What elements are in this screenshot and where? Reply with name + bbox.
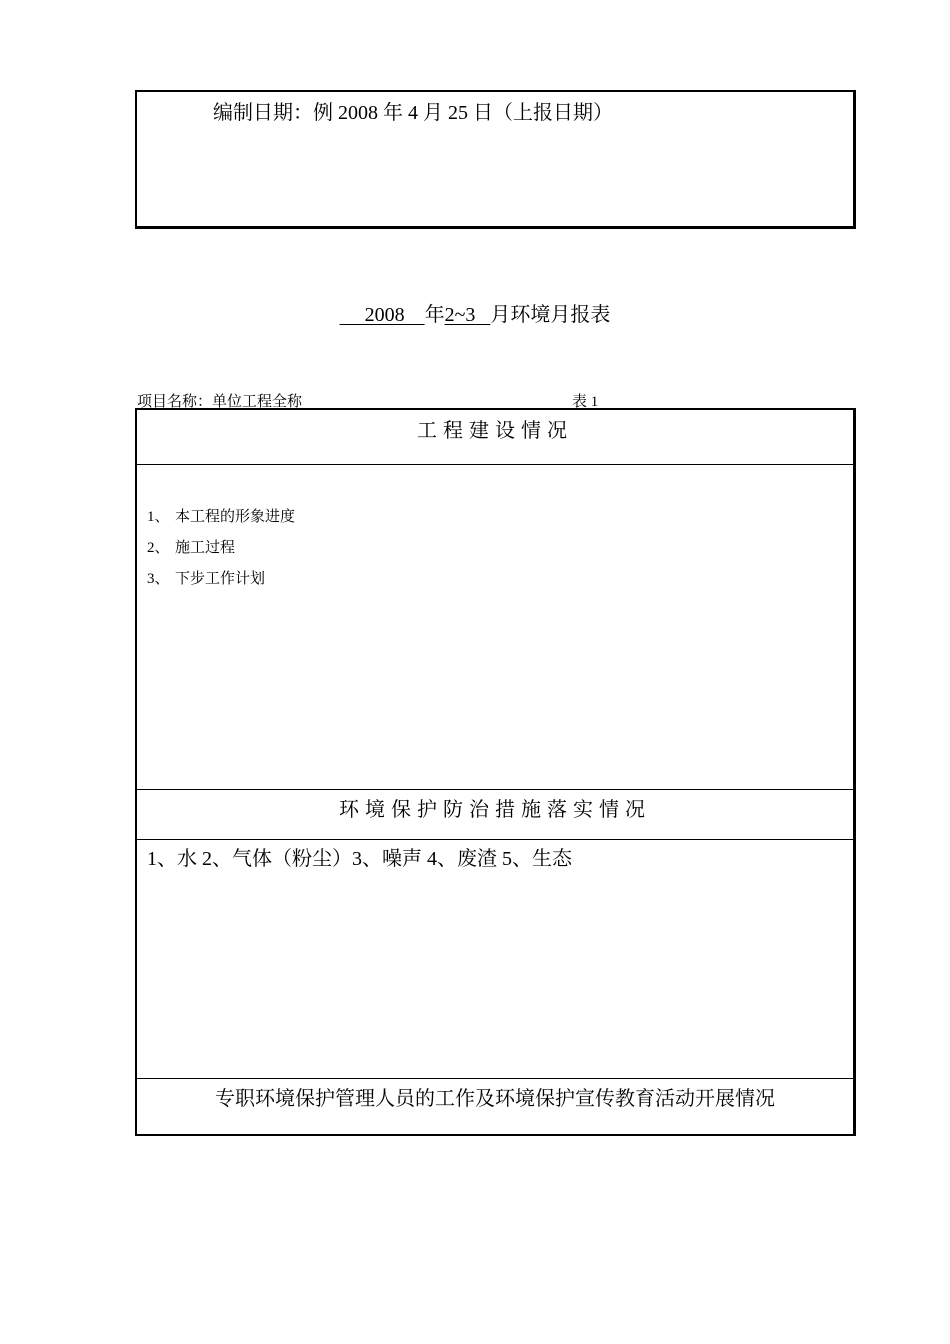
divider	[137, 464, 853, 465]
project-name: 项目名称：单位工程全称	[137, 394, 303, 410]
item-text: 本工程的形象进度	[175, 509, 296, 525]
title-year-suffix: 年	[424, 304, 445, 326]
construction-item	[147, 505, 295, 526]
construction-item	[147, 567, 265, 588]
item-number: 2、	[147, 540, 170, 556]
construction-item	[147, 536, 235, 557]
item-text: 下步工作计划	[175, 571, 266, 587]
report-table	[135, 408, 856, 1136]
compile-date-box	[135, 90, 856, 229]
compile-date: 编制日期：例 2008 年 4 月 25 日（上报日期）	[213, 102, 613, 124]
title-year-blank	[340, 304, 425, 326]
environment-heading: 环境保护防治措施落实情况	[339, 799, 651, 821]
title-months: 2~3	[444, 304, 476, 326]
divider	[137, 789, 853, 790]
item-number: 3、	[147, 571, 170, 587]
construction-heading: 工程建设情况	[417, 420, 573, 442]
table-bottom-border	[137, 1134, 856, 1136]
table-number: 表 1	[572, 394, 599, 410]
divider	[137, 839, 853, 840]
title-months-blank	[445, 304, 491, 326]
report-title	[0, 298, 950, 327]
divider	[137, 1078, 853, 1079]
title-year: 2008	[364, 304, 405, 326]
item-number: 1、	[147, 509, 170, 525]
environment-content: 1、水 2、气体（粉尘）3、噪声 4、废渣 5、生态	[147, 848, 572, 870]
title-rest: 月环境月报表	[490, 304, 611, 326]
staff-heading: 专职环境保护管理人员的工作及环境保护宣传教育活动开展情况	[215, 1088, 775, 1110]
item-text: 施工过程	[175, 540, 236, 556]
